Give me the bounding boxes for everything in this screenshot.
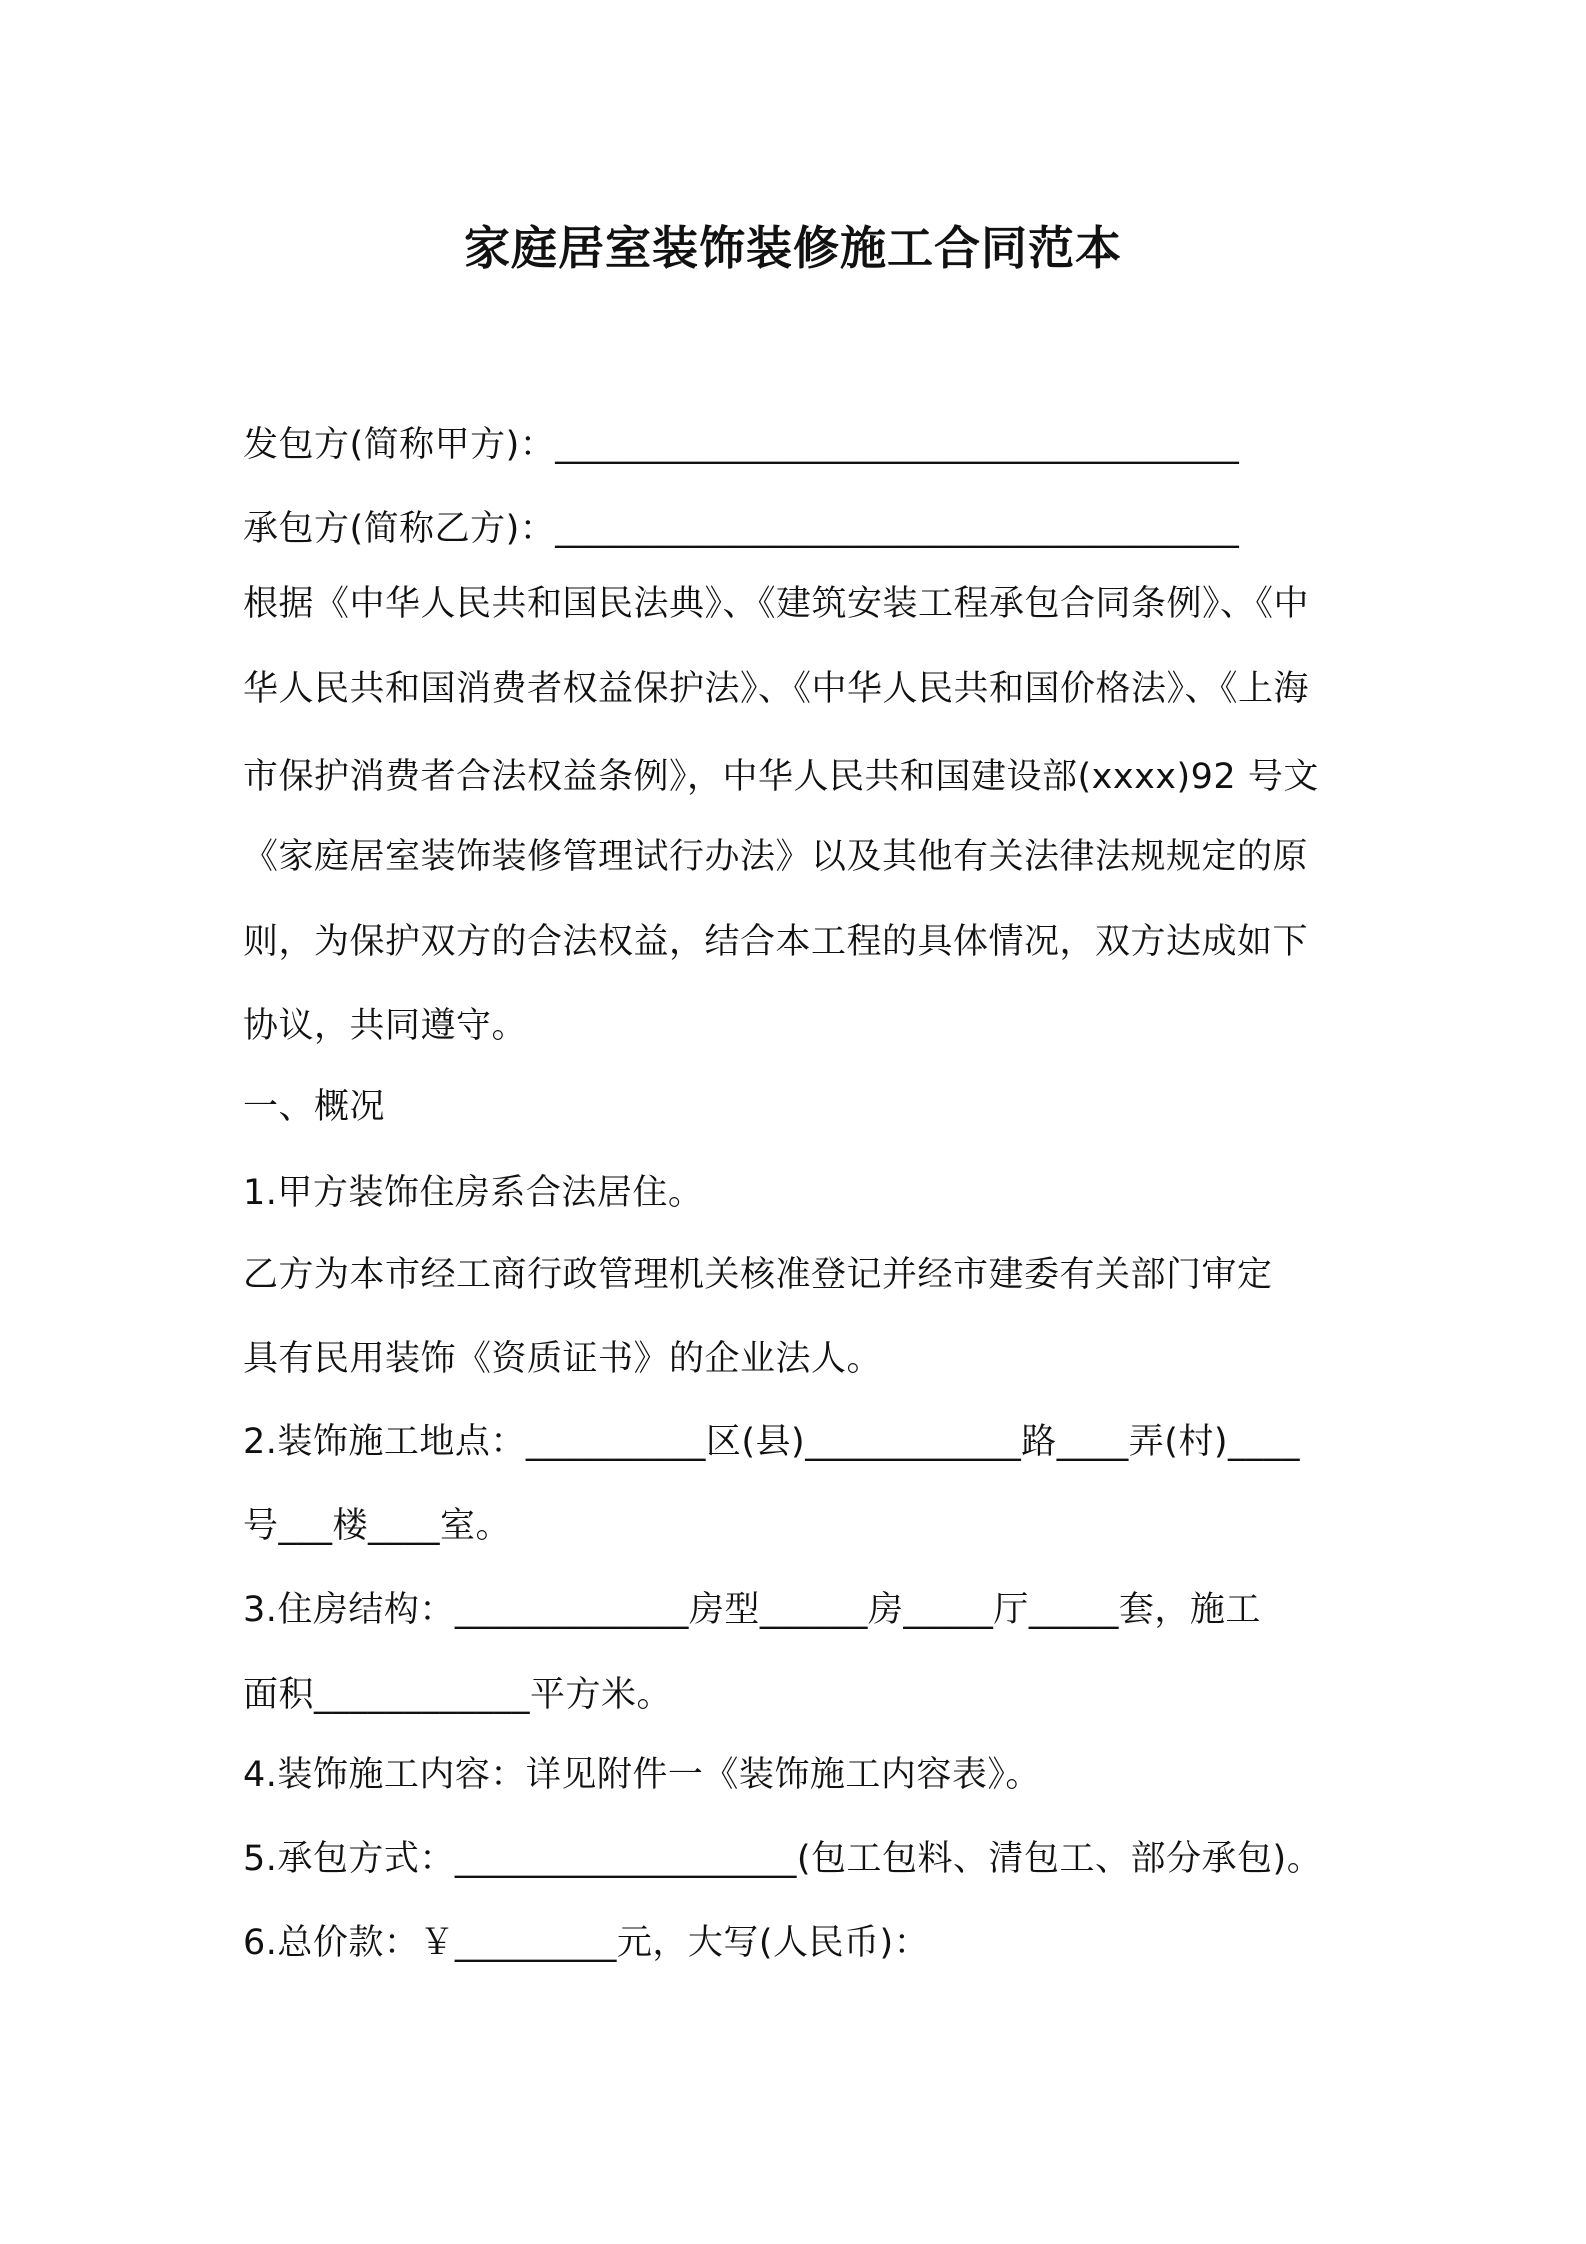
party-a-line: 发包方(简称甲方)：______________________________________ [243,425,1240,465]
clause-5-line: 5.承包方式：___________________(包工包料、清包工、部分承包)。 [243,1839,1323,1879]
clause-6-line: 6.总价款：￥_________元，大写(人民币)： [243,1923,930,1963]
document-title: 家庭居室装饰装修施工合同范本 [464,221,1122,275]
clause-4-line: 4.装饰施工内容：详见附件一《装饰施工内容表》。 [243,1755,1041,1795]
preamble-line-2: 华人民共和国消费者权益保护法》、《中华人民共和国价格法》、《上海 [243,669,1310,709]
preamble-line-5: 则，为保护双方的合法权益，结合本工程的具体情况，双方达成如下 [243,922,1309,962]
clause-3-line-2: 面积____________平方米。 [243,1675,673,1715]
preamble-line-1: 根据《中华人民共和国民法典》、《建筑安装工程承包合同条例》、《中 [243,584,1310,624]
preamble-line-6: 协议，共同遵守。 [243,1006,528,1046]
clause-1-line-3: 具有民用装饰《资质证书》的企业法人。 [243,1339,883,1379]
clause-3-line-1: 3.住房结构：_____________房型______房_____厅_____套，施工 [243,1590,1261,1630]
section-heading-overview: 一、概况 [243,1087,386,1127]
clause-1-line-1: 1.甲方装饰住房系合法居住。 [243,1173,704,1213]
clause-2-line-1: 2.装饰施工地点：__________区(县)____________路____弄(村)____ [243,1422,1301,1462]
preamble-line-3: 市保护消费者合法权益条例》，中华人民共和国建设部(xxxx)92 号文 [243,757,1319,797]
clause-2-line-2: 号___楼____室。 [243,1506,512,1546]
preamble-line-4: 《家庭居室装饰装修管理试行办法》以及其他有关法律法规规定的原 [243,837,1309,877]
clause-1-line-2: 乙方为本市经工商行政管理机关核准登记并经市建委有关部门审定 [243,1255,1273,1295]
party-b-line: 承包方(简称乙方)：______________________________________ [243,509,1240,549]
